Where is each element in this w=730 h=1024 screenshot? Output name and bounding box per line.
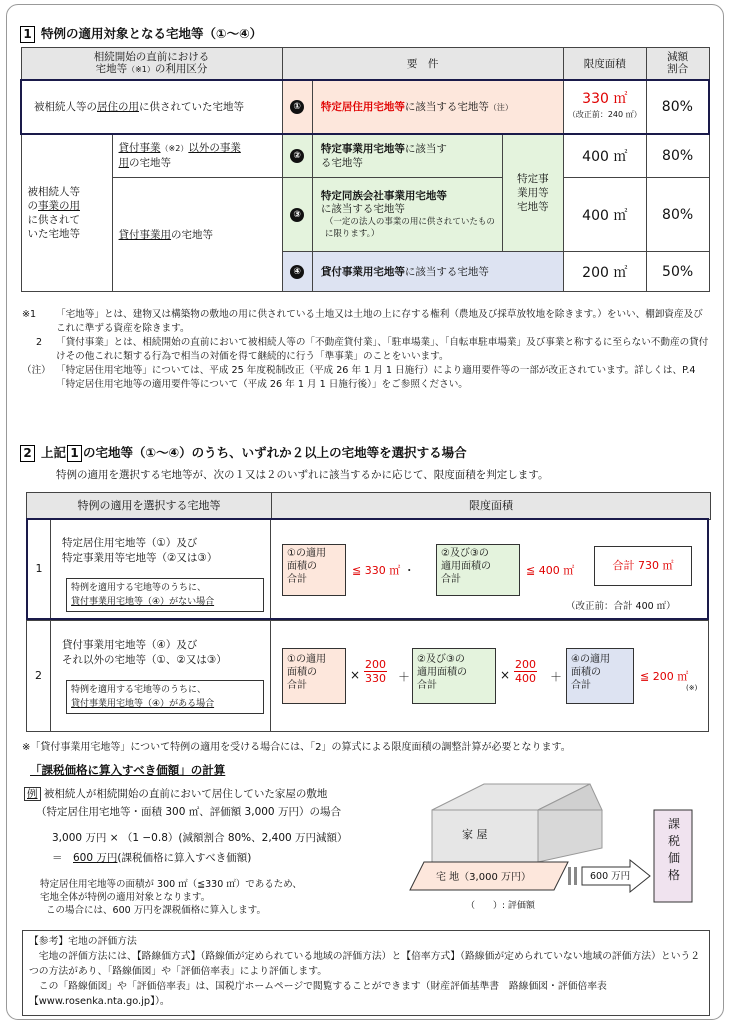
header-rate: 減額 割合 (646, 48, 709, 80)
section1-number: 1 (20, 26, 35, 43)
section1-title-text: 特例の適用対象となる宅地等（①〜④） (41, 26, 263, 41)
table-row (21, 134, 709, 178)
table-row (21, 80, 709, 134)
house-diagram (400, 778, 712, 918)
row4-number: ④ (282, 252, 312, 292)
row3-number: ③ (282, 178, 312, 252)
business-group-label: 特定事 業用等 宅地等 (503, 134, 564, 252)
note-1: ※1 「宅地等」とは、建物又は構築物の敷地の用に供されている土地又は土地の上に存する権利（農地及び採草放牧地を除きます。）をいい、棚卸資産及びこれに準ずる資産を除きます。 (22, 309, 703, 334)
row3-area: 400 ㎡ (563, 178, 646, 252)
times-sign: × (350, 668, 361, 682)
reference-box (22, 930, 710, 1016)
plus-sign: ＋ (550, 670, 563, 684)
plus-sign: ＋ (398, 670, 411, 684)
s2-header-area: 限度面積 (271, 492, 711, 520)
section2-footnote: ※「貸付事業用宅地等」について特例の適用を受ける場合には、「2」の算式による限度面積の調整計算が必要となります。 (22, 742, 571, 753)
section2-intro: 特例の適用を選択する宅地等が、次の１又は２のいずれに該当するかに応じて、限度面積を判定します。 (56, 469, 549, 481)
legend: （ ）: 評価額 (466, 901, 535, 911)
row1-requirement: 特定居住用宅地等に該当する宅地等（注） (312, 80, 563, 134)
explanation: 特定居住用宅地等の面積が 300 ㎡（≦330 ㎡）であるため、 宅地全体が特例の適用対象となります。 この場合には、600 万円を課税価格に算入します。 (40, 879, 302, 916)
row2-requirement: 特定事業用宅地等に該当す る宅地等 (312, 134, 502, 178)
row3-requirement: 特定同族会社事業用宅地等 に該当する宅地等 （一定の法人の事業の用に供されていたものに限ります。） (312, 178, 502, 252)
row2-number: ② (282, 134, 312, 178)
case1-limit1: ≦ 330 ㎡ ・ (352, 564, 415, 577)
case1-condition-box: 特例を適用する宅地等のうちに、 貸付事業用宅地等（④）がない場合 (66, 578, 264, 612)
header-area: 限度面積 (563, 48, 646, 80)
row3-subcategory: 貸付事業用の宅地等 (112, 178, 282, 292)
section1-title (20, 24, 262, 43)
section1-notes (22, 308, 712, 392)
divider (270, 520, 271, 618)
fraction-1: $\frac{200}{330}$ (365, 658, 386, 685)
row1-number: ① (282, 80, 312, 134)
calc-line2: ＝ 600 万円(課税価格に算入すべき価額) (52, 852, 252, 864)
row4-requirement: 貸付事業用宅地等に該当する宅地等 (312, 252, 563, 292)
case2-number: 2 (27, 621, 51, 731)
case2-desc: 貸付事業用宅地等（④）及び それ以外の宅地等（①、②又は③） (62, 639, 227, 666)
s2-header-land: 特例の適用を選択する宅地等 (26, 492, 272, 520)
times-sign: × (500, 668, 511, 682)
land-label: 宅 地（3,000 万円） (436, 872, 531, 883)
reference-line1: 宅地の評価方法には、【路線価方式】（路線価が定められている地域の評価方法）と【倍率方式】（路線価が定められていない地域の評価方法）という２つの方法があり、「路線価図」や「評価倍率表」により評価します。 (29, 951, 701, 977)
case2-mark: (※) (686, 684, 698, 692)
case2-limit: ≦ 200 ㎡ (640, 670, 689, 683)
row2-subcategory: 貸付事業（※2）以外の事業 用の宅地等 (112, 134, 282, 178)
section2-title: 2 上記 1 の宅地等（①〜④）のうち、いずれか２以上の宅地等を選択する場合 (20, 443, 467, 462)
business-use-group: 被相続人等 の事業の用 に供されて いた宅地等 (21, 134, 112, 292)
arrow-bar (568, 867, 571, 885)
case2-box2: ②及び③の 適用面積の 合計 (412, 648, 496, 704)
case1-number: 1 (28, 520, 51, 618)
row4-rate: 50% (646, 252, 709, 292)
note-3: （注） 「特定居住用宅地等」については、平成 25 年度税制改正（平成 26 年 1 月 1 日施行）により適用要件等の一部が改正されています。詳しくは、P.4「特定居住用宅地等の適用要件等について（平成 26 年 1 月 1 日施行後）」をご参照ください。 (22, 365, 696, 390)
section3-title: 「課税価格に算入すべき価額」の計算 (30, 763, 226, 777)
row4-area: 200 ㎡ (563, 252, 646, 292)
case1-desc: 特定居住用宅地等（①）及び 特定事業用等宅地等（②又は③） (62, 537, 218, 564)
kazei-label: 課税価格 (667, 817, 680, 882)
case2-box3: ④の適用 面積の 合計 (566, 648, 634, 704)
case1-box1: ①の適用 面積の 合計 (282, 544, 346, 596)
house-label: 家 屋 (462, 828, 488, 841)
row3-rate: 80% (646, 178, 709, 252)
divider (270, 621, 271, 731)
example-line1: 例 被相続人が相続開始の直前において居住していた家屋の敷地 (24, 786, 327, 801)
example-line2: （特定居住用宅地等・面積 300 ㎡、評価額 3,000 万円）の場合 (36, 806, 341, 818)
table-header-row (21, 48, 709, 80)
row1-area: 330 ㎡ （改正前：240 ㎡） (563, 80, 646, 134)
house-side (538, 810, 602, 862)
arrow-value: 600 万円 (590, 871, 631, 882)
case2-condition-box: 特例を適用する宅地等のうちに、 貸付事業用宅地等（④）がある場合 (66, 680, 264, 714)
fraction-2: $\frac{200}{400}$ (515, 658, 536, 685)
section2-number: 2 (20, 445, 35, 462)
row2-area: 400 ㎡ (563, 134, 646, 178)
case1-total: 合計 730 ㎡ (594, 546, 692, 586)
case2-box1: ①の適用 面積の 合計 (282, 648, 346, 704)
row1-use: 被相続人等の居住の用に供されていた宅地等 (21, 80, 282, 134)
header-use: 相続開始の直前における 宅地等（※1）の利用区分 (21, 48, 282, 80)
calc-line1: 3,000 万円 × （1 −0.8）(減額割合 80%、2,400 万円減額） (52, 832, 348, 844)
row1-rate: 80% (646, 80, 709, 134)
table-row (21, 178, 709, 252)
reference-line2: この「路線価図」や「評価倍率表」は、国税庁ホームページで閲覧することができます（財産評価基準書 路線価図・評価倍率表【www.rosenka.nta.go.jp】）。 (29, 981, 607, 1007)
reference-title: 【参考】宅地の評価方法 (29, 936, 137, 947)
header-requirement: 要 件 (282, 48, 563, 80)
row2-rate: 80% (646, 134, 709, 178)
case1-box2: ②及び③の 適用面積の 合計 (436, 544, 520, 596)
note-2: 2 「貸付事業」とは、相続開始の直前において被相続人等の「不動産貸付業」、「駐車場業」、「自転車駐車場業」及び事業と称するに至らない不動産の貸付けその他これに類する行為で相当の対価を得て継続的に行う「準事業」のことをいいます。 (35, 337, 709, 362)
case1-limit2: ≦ 400 ㎡ (526, 564, 575, 577)
section1-table (20, 47, 710, 292)
case1-previous: （改正前：合計 400 ㎡） (566, 601, 676, 612)
arrow-bar (574, 867, 577, 885)
